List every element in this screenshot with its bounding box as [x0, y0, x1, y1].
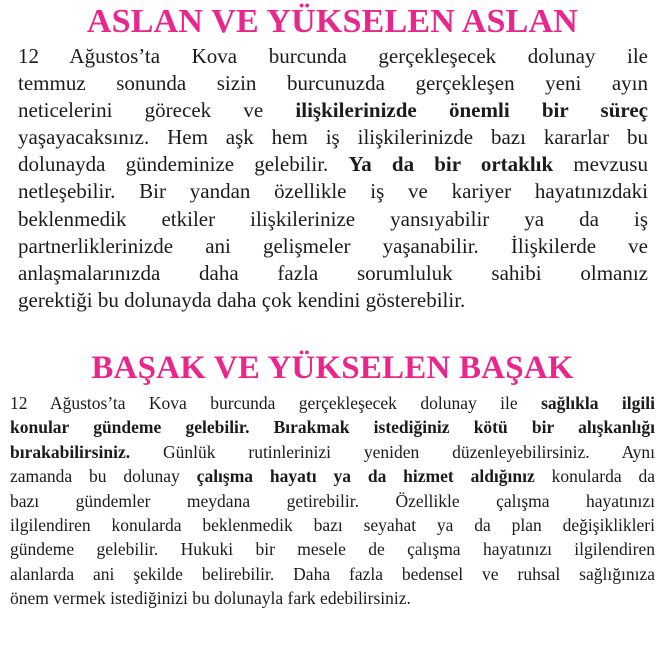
body-text: gündeme gelebilir. Hukuki bir mesele de çalışma hayatınızı ilgilendiren [10, 539, 655, 560]
body-text: Günlük rutinlerinizi yeniden düzenleyebilirsiniz. Aynı [130, 441, 655, 462]
emphasis-text: ilişkilerinizde önemli bir süreç [295, 98, 648, 123]
text-line [10, 586, 655, 610]
text-line [18, 43, 648, 70]
body-text: konularda da [534, 466, 655, 487]
text-line [18, 260, 648, 287]
body-text: yaşayacaksınız. Hem aşk hem iş ilişkilerinizde bazı kararlar bu [18, 125, 648, 150]
text-line [18, 233, 648, 260]
emphasis-text: sağlıkla ilgili [541, 393, 655, 413]
body-text: partnerliklerinizde ani gelişmeler yaşanabilir. İlişkilerde ve [18, 233, 648, 258]
body-text: neticelerini görecek ve [18, 98, 296, 123]
body-text: gerektiği bu dolunayda daha çok kendini gösterebilir. [18, 287, 466, 312]
text-line [10, 489, 655, 513]
emphasis-text: Ya da bir ortaklık [348, 152, 554, 177]
text-line [10, 562, 655, 586]
body-text: bazı gündemler meydana getirebilir. Özellikle çalışma hayatınızı [10, 490, 655, 511]
text-line [18, 151, 648, 178]
section-title-basak: BAŞAK VE YÜKSELEN BAŞAK [91, 350, 574, 386]
paragraph-basak [10, 391, 655, 611]
body-text: zamanda bu dolunay [10, 466, 197, 487]
text-line [10, 464, 655, 488]
body-text: 12 Ağustos’ta Kova burcunda gerçekleşecek dolunay ile [10, 393, 542, 413]
text-line [18, 206, 648, 233]
text-line [18, 70, 648, 97]
body-text: beklenmedik etkiler ilişkilerinize yansıyabilir ya da iş [18, 206, 648, 231]
text-line [18, 178, 648, 205]
body-text: netleşebilir. Bir yandan özellikle iş ve kariyer hayatınızdaki [18, 179, 648, 204]
body-text: temmuz sonunda sizin burcunuzda gerçekleşen yeni ayın [18, 71, 648, 96]
text-line [10, 440, 655, 464]
paragraph-aslan [18, 43, 648, 314]
text-line [10, 391, 655, 415]
text-line [18, 124, 648, 151]
text-line [10, 415, 655, 439]
text-line [10, 513, 655, 537]
emphasis-text: konular gündeme gelebilir. Bırakmak istediğiniz kötü bir alışkanlığı [10, 417, 655, 438]
section-title-aslan: ASLAN VE YÜKSELEN ASLAN [86, 3, 579, 40]
text-line [18, 287, 648, 314]
emphasis-text: çalışma hayatı ya da hizmet aldığınız [196, 466, 535, 487]
body-text: alanlarda ani şekilde belirebilir. Daha fazla bedensel ve ruhsal sağlığınıza [10, 563, 655, 584]
body-text: anlaşmalarınızda daha fazla sorumluluk sahibi olmanız [18, 260, 648, 285]
body-text: önem vermek istediğinizi bu dolunayla fark edebilirsiniz. [10, 588, 411, 609]
text-line [18, 97, 648, 124]
body-text: dolunayda gündeminize gelebilir. [18, 152, 349, 177]
emphasis-text: bırakabilirsiniz. [10, 441, 131, 462]
body-text: ilgilendiren konularda beklenmedik bazı seyahat ya da plan değişiklikleri [10, 515, 655, 536]
body-text: mevzusu [553, 152, 648, 177]
text-line [10, 537, 655, 561]
body-text: 12 Ağustos’ta Kova burcunda gerçekleşecek dolunay ile [18, 44, 648, 68]
